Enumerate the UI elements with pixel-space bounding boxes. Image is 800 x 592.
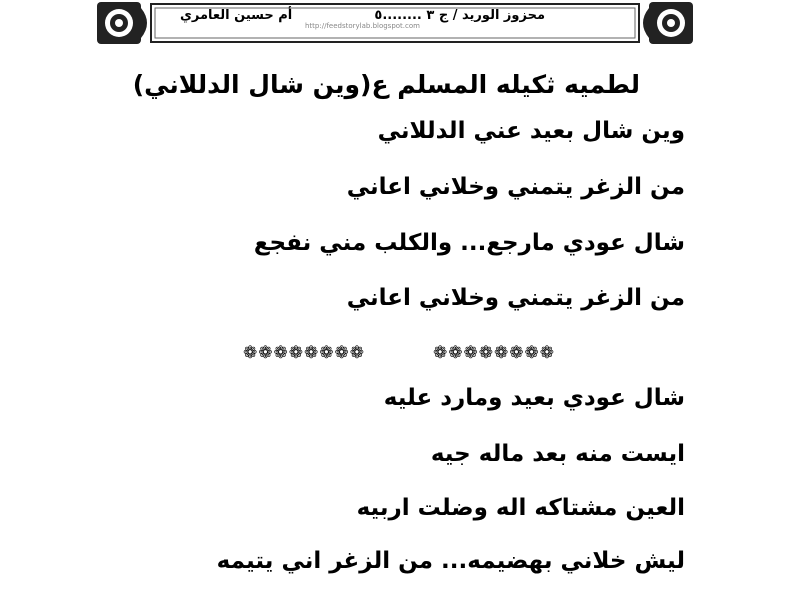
author-name: أم حسين العامري <box>180 8 293 23</box>
header-url: http://feedstorylab.blogspot.com <box>305 22 420 30</box>
verse-line: ايست منه بعد ماله جيه <box>430 441 685 467</box>
verse-line: العين مشتاكه اله وضلت اربيه <box>356 495 685 521</box>
verse-line: من الزغر يتمني وخلاني اعاني <box>346 174 685 200</box>
poem-title: لطميه ثكيله المسلم ع(وين شال الدللاني) <box>132 70 640 99</box>
verse-line: من الزغر يتمني وخلاني اعاني <box>346 285 685 311</box>
verse-line: شال عودي بعيد ومارد عليه <box>383 385 685 411</box>
verse-line: ليش خلاني بهضيمه... من الزغر اني يتيمه <box>216 548 685 574</box>
verse-line: شال عودي مارجع... والكلب مني نفجع <box>253 230 685 256</box>
book-label: محزوز الوريد / ج ٣ ........٥ <box>374 8 545 23</box>
separator-stars-left: ❁❁❁❁❁❁❁❁ <box>243 343 365 363</box>
separator-stars-right: ❁❁❁❁❁❁❁❁ <box>433 343 555 363</box>
header-banner <box>95 0 695 46</box>
verse-line: وين شال بعيد عني الدللاني <box>377 118 685 144</box>
